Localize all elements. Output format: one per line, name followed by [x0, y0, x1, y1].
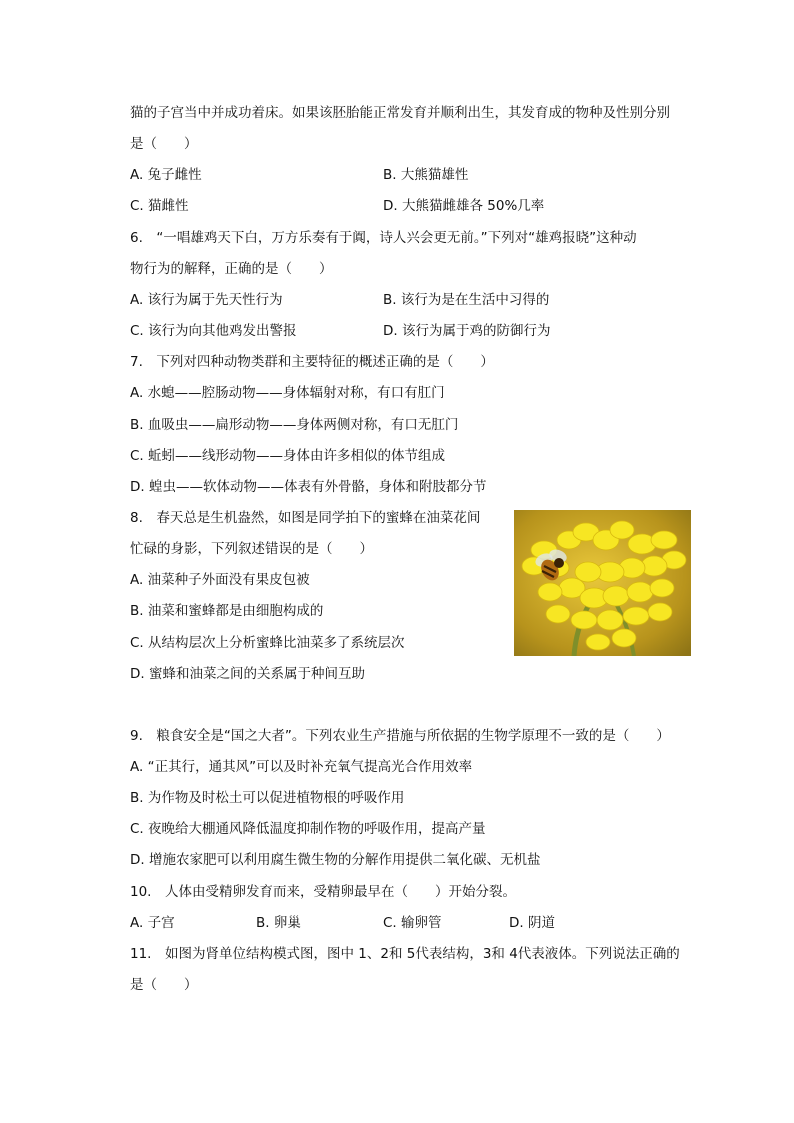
q6-option-a: A. 该行为属于先天性行为	[130, 292, 283, 308]
q10-option-d: D. 阴道	[509, 915, 555, 931]
q8-stem: 8. 春天总是生机盎然，如图是同学拍下的蜜蜂在油菜花间	[130, 510, 481, 526]
q6-stem: 物行为的解释，正确的是（ ）	[130, 261, 333, 277]
q9-stem: 9. 粮食安全是“国之大者”。下列农业生产措施与所依据的生物学原理不一致的是（ ）	[130, 728, 670, 744]
q6-option-d: D. 该行为属于鸡的防御行为	[383, 323, 551, 339]
text-line: 是（ ）	[130, 136, 198, 152]
q7-option-a: A. 水螅——腔肠动物——身体辐射对称，有口有肛门	[130, 385, 445, 401]
q6-option-b: B. 该行为是在生活中习得的	[383, 292, 550, 308]
q10-option-c: C. 输卵管	[383, 915, 442, 931]
q7-option-d: D. 蝗虫——软体动物——体表有外骨骼，身体和附肢都分节	[130, 479, 487, 495]
q6-stem: 6. “一唱雄鸡天下白，万方乐奏有于阗，诗人兴会更无前。”下列对“雄鸡报晓”这种动	[130, 230, 637, 246]
q5-option-b: B. 大熊猫雄性	[383, 167, 469, 183]
q10-option-a: A. 子宫	[130, 915, 175, 931]
q9-option-d: D. 增施农家肥可以利用腐生微生物的分解作用提供二氧化碳、无机盐	[130, 852, 541, 868]
q11-stem: 11. 如图为肾单位结构模式图，图中 1、2和 5代表结构，3和 4代表液体。下列说法正确的	[130, 946, 680, 962]
q7-option-b: B. 血吸虫——扁形动物——身体两侧对称，有口无肛门	[130, 417, 459, 433]
text-line: 猫的子宫当中并成功着床。如果该胚胎能正常发育并顺利出生，其发育成的物种及性别分别	[130, 105, 670, 121]
q8-stem: 忙碌的身影，下列叙述错误的是（ ）	[130, 541, 373, 557]
q7-stem: 7. 下列对四种动物类群和主要特征的概述正确的是（ ）	[130, 354, 494, 370]
q9-option-b: B. 为作物及时松土可以促进植物根的呼吸作用	[130, 790, 405, 806]
q5-option-a: A. 兔子雌性	[130, 167, 202, 183]
q11-stem: 是（ ）	[130, 977, 198, 993]
q10-option-b: B. 卵巢	[256, 915, 301, 931]
q7-option-c: C. 蚯蚓——线形动物——身体由许多相似的体节组成	[130, 448, 446, 464]
q8-option-d: D. 蜜蜂和油菜之间的关系属于种间互助	[130, 666, 365, 682]
q8-option-a: A. 油菜种子外面没有果皮包被	[130, 572, 310, 588]
q5-option-d: D. 大熊猫雌雄各 50%几率	[383, 198, 545, 214]
q5-option-c: C. 猫雌性	[130, 198, 189, 214]
q6-option-c: C. 该行为向其他鸡发出警报	[130, 323, 297, 339]
q10-stem: 10. 人体由受精卵发育而来，受精卵最早在（ ）开始分裂。	[130, 884, 516, 900]
q8-option-c: C. 从结构层次上分析蜜蜂比油菜多了系统层次	[130, 635, 405, 651]
q9-option-a: A. “正其行，通其风”可以及时补充氧气提高光合作用效率	[130, 759, 473, 775]
q9-option-c: C. 夜晚给大棚通风降低温度抑制作物的呼吸作用，提高产量	[130, 821, 486, 837]
q8-option-b: B. 油菜和蜜蜂都是由细胞构成的	[130, 603, 324, 619]
bee-on-rapeseed-photo	[514, 510, 691, 656]
